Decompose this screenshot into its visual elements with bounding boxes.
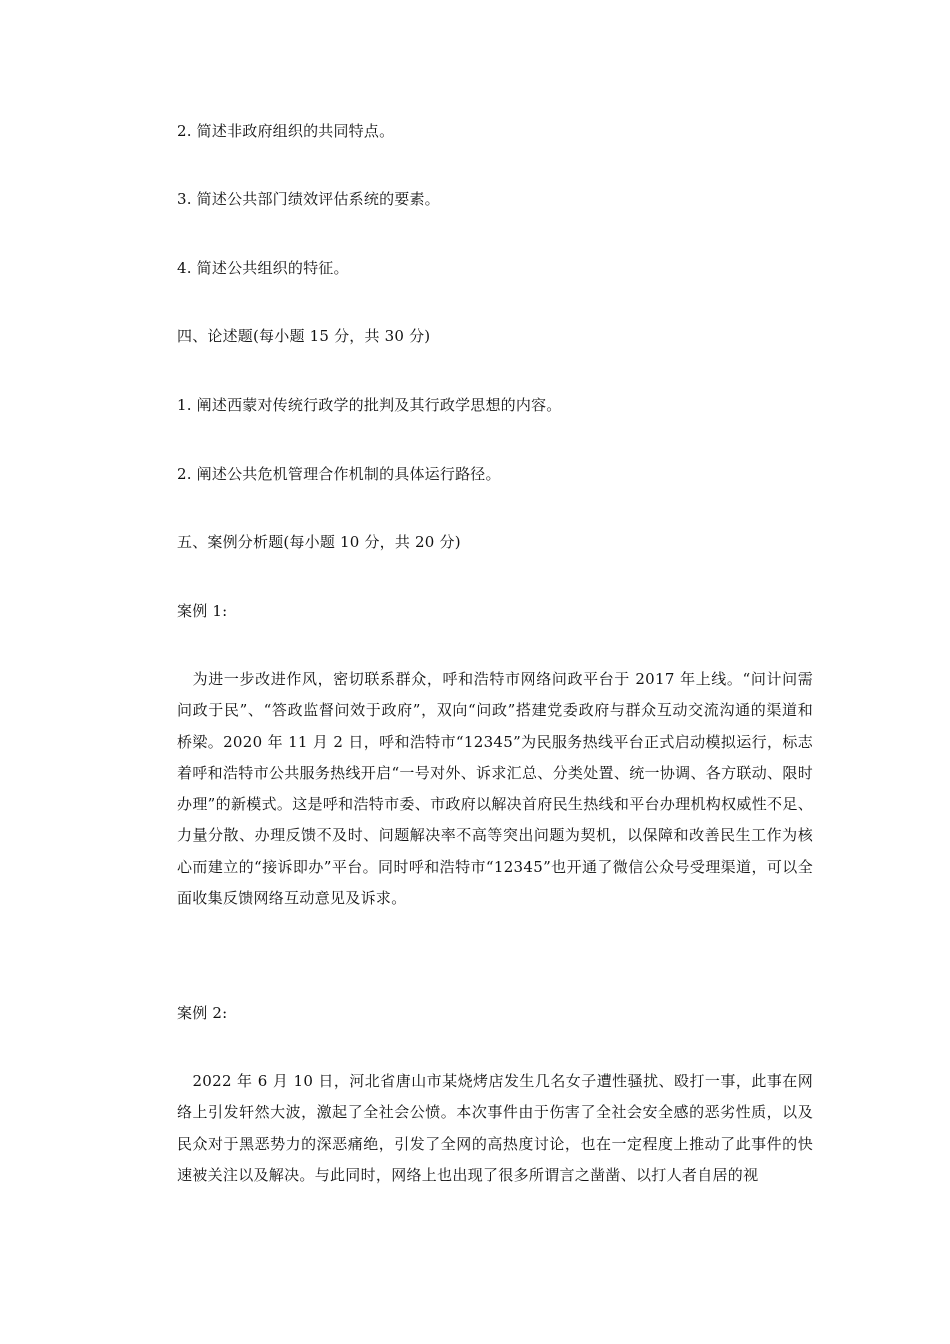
case-2-paragraph: 2022 年 6 月 10 日，河北省唐山市某烧烤店发生几名女子遭性骚扰、殴打一事，此事在网络上引发轩然大波，激起了全社会公愤。本次事件由于伤害了全社会安全感的恶劣性质，以及民众对于黑恶势力的深恶痛绝，引发了全网的高热度讨论，也在一定程度上推动了此事件的快速被关注以及解决。与此同时，网络上也出现了很多所谓言之凿凿、以打人者自居的视	[177, 1072, 813, 1184]
case-2-text	[177, 1066, 813, 1191]
section-essay-heading: 四、论述题(每小题 15 分，共 30 分)	[177, 327, 431, 345]
essay-question-1: 1. 阐述西蒙对传统行政学的批判及其行政学思想的内容。	[177, 396, 562, 414]
section-case-heading: 五、案例分析题(每小题 10 分，共 20 分)	[177, 533, 461, 551]
question-short-4: 4. 简述公共组织的特征。	[177, 259, 349, 277]
case-1-label: 案例 1:	[177, 602, 228, 620]
question-short-2: 2. 简述非政府组织的共同特点。	[177, 122, 395, 140]
case-1-text	[177, 664, 813, 914]
question-short-3: 3. 简述公共部门绩效评估系统的要素。	[177, 190, 440, 208]
case-2-label: 案例 2:	[177, 1004, 228, 1022]
case-1-paragraph: 为进一步改进作风，密切联系群众，呼和浩特市网络问政平台于 2017 年上线。“问计问需问政于民”、“答政监督问效于政府”，双向“问政”搭建党委政府与群众互动交流沟通的渠道和桥梁。2020 年 11 月 2 日，呼和浩特市“12345”为民服务热线平台正式启动模拟运行，标志着呼和浩特市公共服务热线开启“一号对外、诉求汇总、分类处置、统一协调、各方联动、限时办理”的新模式。这是呼和浩特市委、市政府以解决首府民生热线和平台办理机构权威性不足、力量分散、办理反馈不及时、问题解决率不高等突出问题为契机，以保障和改善民生工作为核心而建立的“接诉即办”平台。同时呼和浩特市“12345”也开通了微信公众号受理渠道，可以全面收集反馈网络互动意见及诉求。	[177, 670, 813, 908]
essay-question-2: 2. 阐述公共危机管理合作机制的具体运行路径。	[177, 465, 501, 483]
